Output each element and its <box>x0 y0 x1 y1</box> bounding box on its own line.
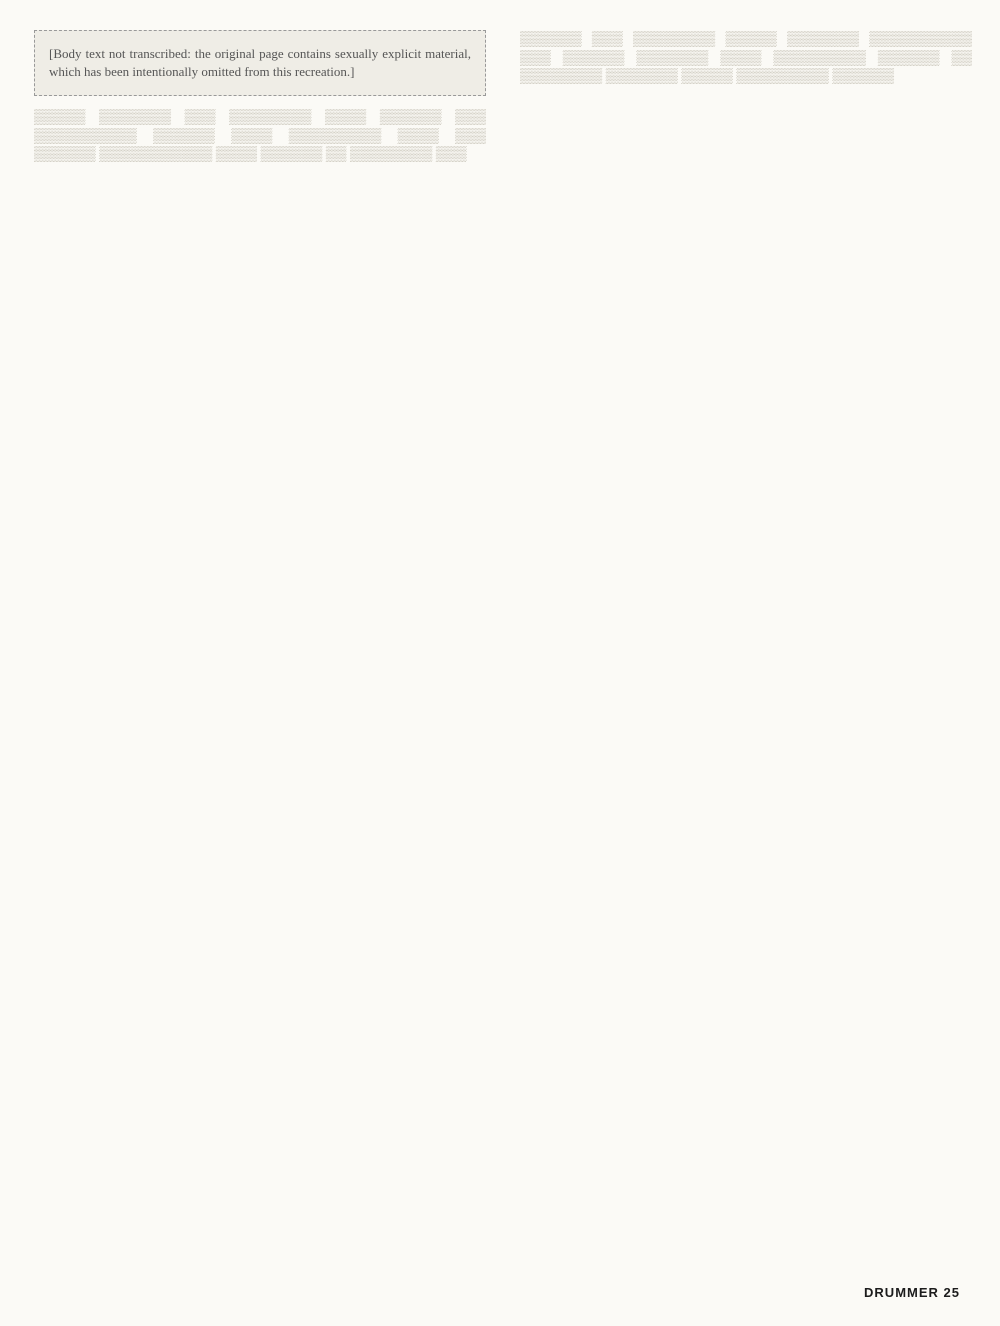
column-right <box>520 30 972 1260</box>
redacted-text-block: ▒▒▒▒▒ ▒▒▒▒▒▒▒ ▒▒▒ ▒▒▒▒▒▒▒▒ ▒▒▒▒ ▒▒▒▒▒▒ ▒▒▒ ▒▒▒▒▒▒▒▒▒▒ ▒▒▒▒▒▒ ▒▒▒▒ ▒▒▒▒▒▒▒▒▒ ▒▒▒▒ ▒▒▒ ▒▒▒▒▒▒ ▒▒▒▒▒▒▒▒▒▒▒ ▒▒▒▒ ▒▒▒▒▒▒ ▒▒ ▒▒▒▒▒▒▒▒ ▒▒▒ <box>34 109 486 163</box>
column-left <box>34 30 486 1260</box>
redaction-notice: [Body text not transcribed: the original page contains sexually explicit material, which has been intentionally omitted from this recreation.] <box>34 30 486 96</box>
page-folio: DRUMMER 25 <box>864 1285 960 1300</box>
text-columns <box>34 30 972 1260</box>
redacted-text-block: ▒▒▒▒▒▒ ▒▒▒ ▒▒▒▒▒▒▒▒ ▒▒▒▒▒ ▒▒▒▒▒▒▒ ▒▒▒▒▒▒▒▒▒▒ ▒▒▒ ▒▒▒▒▒▒ ▒▒▒▒▒▒▒ ▒▒▒▒ ▒▒▒▒▒▒▒▒▒ ▒▒▒▒▒▒ ▒▒ ▒▒▒▒▒▒▒▒ ▒▒▒▒▒▒▒ ▒▒▒▒▒ ▒▒▒▒▒▒▒▒▒ ▒▒▒▒▒▒ <box>520 31 972 85</box>
